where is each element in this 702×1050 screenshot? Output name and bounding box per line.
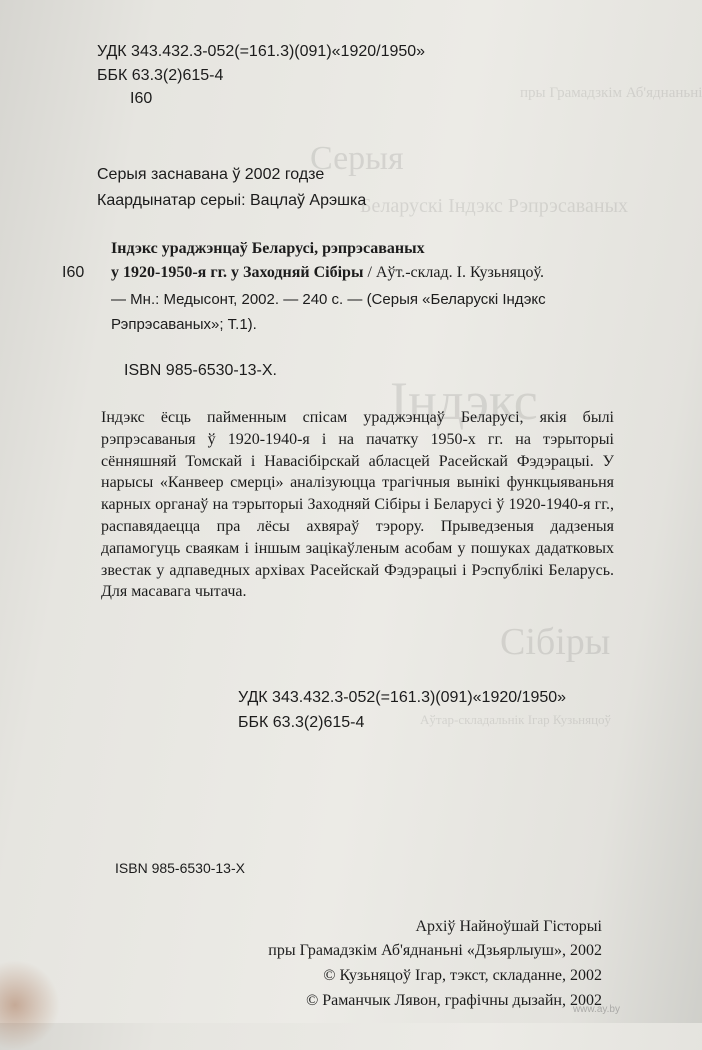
archive-association: пры Грамадзкім Аб'яднаньні «Дзьярлыуш», 2002 [268,942,602,959]
series-founded: Серыя заснавана ў 2002 годзе [97,166,325,183]
record-author: / Аўт.-склад. І. Кузьняцоў. [363,264,544,281]
bbk-code-bottom: ББК 63.3(2)615-4 [238,714,365,731]
footer-isbn: ISBN 985-6530-13-X [115,860,245,876]
copyright-text: © Кузьняцоў Ігар, тэкст, складанне, 2002 [323,967,602,984]
author-mark: І60 [130,90,153,107]
finger-shadow [0,960,60,1050]
record-title-line2 [111,263,544,283]
record-publication: — Мн.: Медысонт, 2002. — 240 с. — (Серыя «Беларускі Індэкс [111,291,546,308]
record-publication-cont: Рэпрэсаваных»; Т.1). [111,316,257,333]
udk-code-bottom: УДК 343.432.3-052(=161.3)(091)«1920/1950» [238,689,567,706]
series-coordinator: Каардынатар серыі: Вацлаў Арэшка [97,192,367,209]
record-mark: І60 [62,264,85,281]
show-through-text: Аўтар-складальнік Ігар Кузьняцоў [420,712,612,727]
archive-name: Архіў Найноўшай Гісторыі [415,918,602,935]
bbk-code: ББК 63.3(2)615-4 [97,67,224,84]
udk-code: УДК 343.432.3-052(=161.3)(091)«1920/1950» [97,43,426,60]
record-isbn: ISBN 985-6530-13-X. [124,362,277,379]
show-through-text: пры Грамадзкім Аб'яднаньні [520,85,702,101]
record-title-line2-bold: у 1920-1950-я гг. у Заходняй Сібіры [111,264,364,281]
show-through-text: Сібіры [500,621,611,663]
watermark: www.ay.by [572,1004,620,1015]
record-title-line1: Індэкс ураджэнцаў Беларусі, рэпрэсаваных [111,240,425,257]
show-through-text: Беларускі Індэкс Рэпрэсаваных [360,195,629,217]
copyright-design: © Раманчык Лявон, графічны дызайн, 2002 [306,992,602,1009]
show-through-text: Індэкс [390,371,538,431]
show-through-text: Серыя [310,140,404,177]
abstract-paragraph: Індэкс ёсць пайменным спісам ураджэнцаў Беларусі, якія былі рэпрэсаваныя ў 1920-1940-я і на пачатку 1950-х гг. на тэрыторыі сённяшняй Томскай і Навасібірскай абласцей Расейскай Фэдэрацыі. У нарысы «Канвеер смерці» аналізуюцца трагічныя вынікі функцыяваньня карных органаў на тэрыторыі Заходняй Сібіры і Беларусі ў 1920-1940-я гг., распавядаецца пра лёсы ахвяраў тэрору. Прыведзеныя дадзеныя дапамогуць сваякам і іншым зацікаўленым асобам у пошуках дадатковых звестак у адпаведных архівах Расейскай Фэдэрацыі і Рэспублікі Беларусь. Для масавага чытача. [101,409,614,601]
